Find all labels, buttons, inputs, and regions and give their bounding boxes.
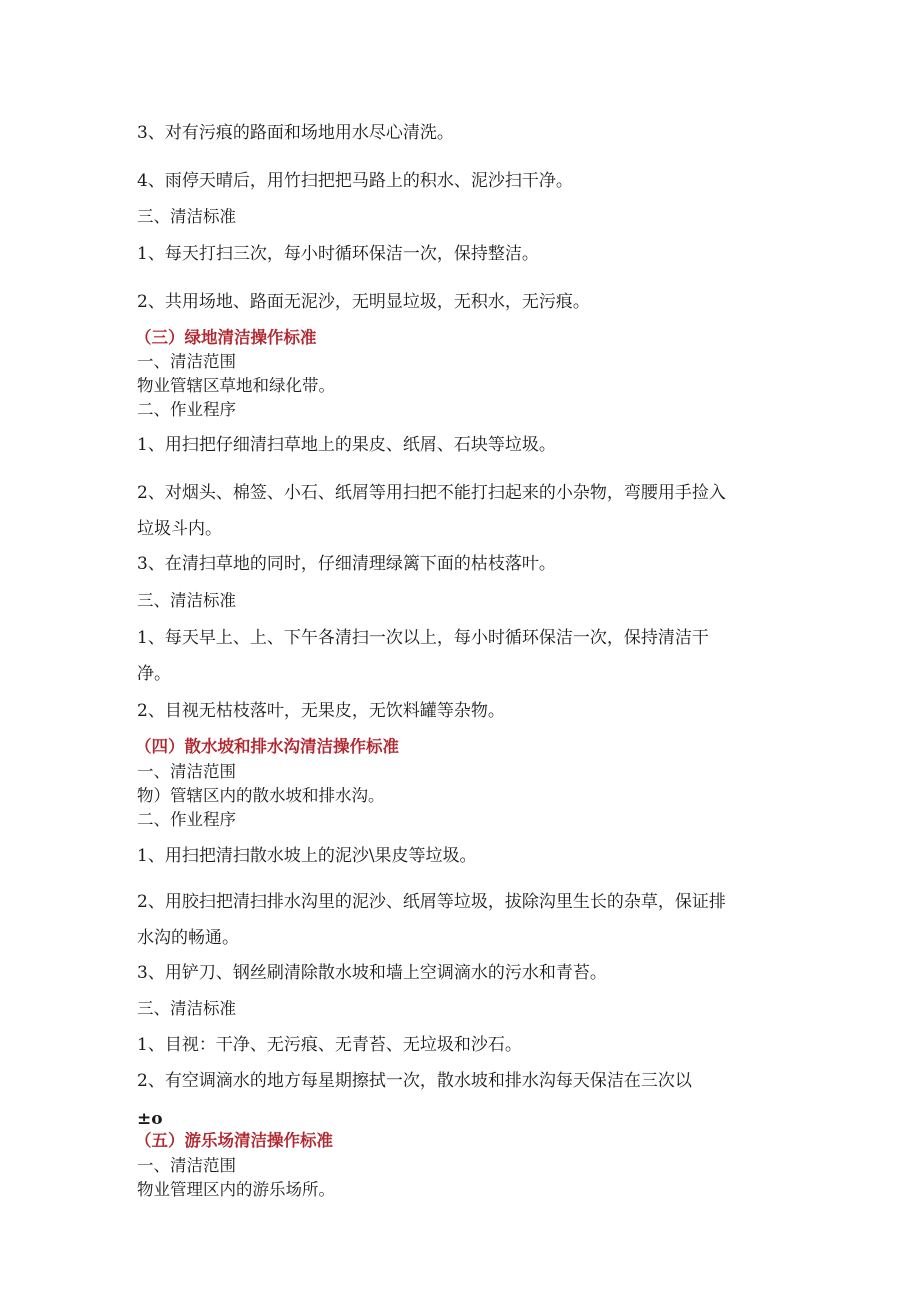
paragraph: 2、有空调滴水的地方每星期擦拭一次，散水坡和排水沟每天保洁在三次以 <box>137 1071 692 1091</box>
paragraph: 2、用胶扫把清扫排水沟里的泥沙、纸屑等垃圾，拔除沟里生长的杂草，保证排 <box>137 892 726 912</box>
paragraph: 1、每天早上、上、下午各清扫一次以上，每小时循环保洁一次，保持清洁干 <box>137 628 709 648</box>
paragraph: 2、对烟头、棉签、小石、纸屑等用扫把不能打扫起来的小杂物，弯腰用手捡入 <box>137 483 726 503</box>
paragraph: 2、目视无枯枝落叶，无果皮，无饮料罐等杂物。 <box>137 701 505 721</box>
paragraph: 3、用铲刀、钢丝刷清除散水坡和墙上空调滴水的污水和青苔。 <box>137 963 607 983</box>
section-subheading: 二、作业程序 <box>137 810 236 829</box>
paragraph: 2、共用场地、路面无泥沙，无明显垃圾，无积水，无污痕。 <box>137 292 590 312</box>
paragraph: 物）管辖区内的散水坡和排水沟。 <box>137 786 385 805</box>
section-subheading: 三、清洁标准 <box>137 591 236 610</box>
paragraph: 物业管辖区草地和绿化带。 <box>137 376 335 395</box>
section-subheading: 三、清洁标准 <box>137 207 236 226</box>
paragraph: 垃圾斗内。 <box>137 519 222 539</box>
paragraph: 水沟的畅通。 <box>137 928 239 948</box>
paragraph: 1、用扫把清扫散水坡上的泥沙\果皮等垃圾。 <box>137 846 477 866</box>
section-heading: （五）游乐场清洁操作标准 <box>135 1131 333 1150</box>
section-heading: （三）绿地清洁操作标准 <box>135 328 317 347</box>
paragraph: 4、雨停天晴后，用竹扫把把马路上的积水、泥沙扫干净。 <box>137 171 573 191</box>
section-subheading: 一、清洁范围 <box>137 762 236 781</box>
section-subheading: 三、清洁标准 <box>137 999 236 1018</box>
section-subheading: 一、清洁范围 <box>137 1156 236 1175</box>
paragraph: 1、目视：干净、无污痕、无青苔、无垃圾和沙石。 <box>137 1035 522 1055</box>
paragraph: 物业管理区内的游乐场所。 <box>137 1180 335 1199</box>
paragraph: 3、在清扫草地的同时，仔细清理绿篱下面的枯枝落叶。 <box>137 554 556 574</box>
paragraph: ±o <box>137 1109 163 1129</box>
paragraph: 1、用扫把仔细清扫草地上的果皮、纸屑、石块等垃圾。 <box>137 435 556 455</box>
section-subheading: 一、清洁范围 <box>137 352 236 371</box>
paragraph: 1、每天打扫三次，每小时循环保洁一次，保持整洁。 <box>137 244 539 264</box>
section-heading: （四）散水坡和排水沟清洁操作标准 <box>135 737 399 756</box>
paragraph: 3、对有污痕的路面和场地用水尽心清洗。 <box>137 123 454 143</box>
section-subheading: 二、作业程序 <box>137 400 236 419</box>
paragraph: 净。 <box>137 664 171 684</box>
